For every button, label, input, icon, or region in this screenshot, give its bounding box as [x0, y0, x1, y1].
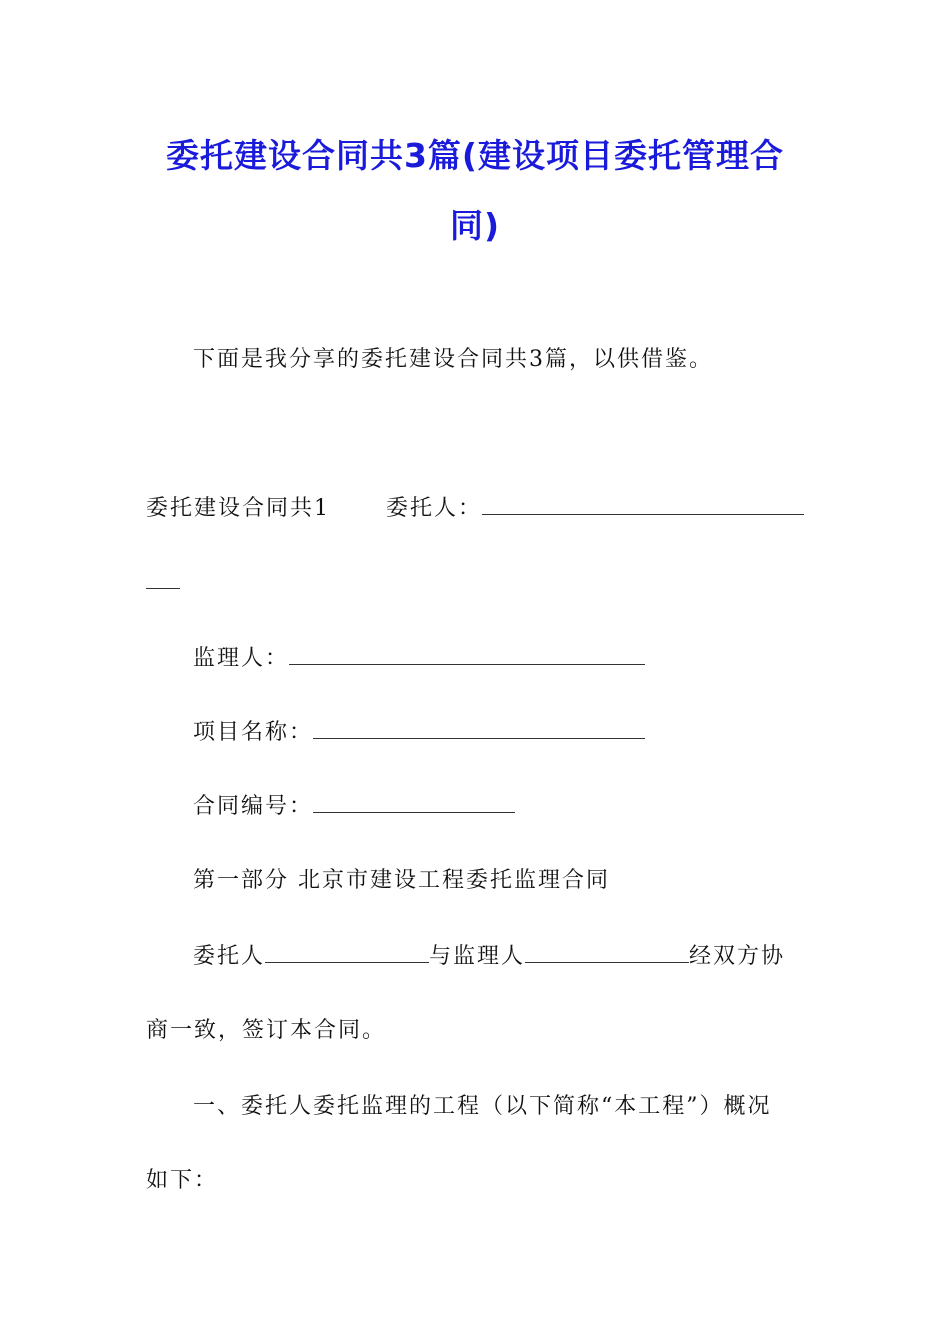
- entrust-label: 委托人：: [386, 496, 483, 521]
- project-name-label: 项目名称：: [193, 720, 314, 745]
- agreement-supervisor-blank[interactable]: [525, 942, 689, 963]
- agreement-consensus-text: 经双方协: [689, 944, 786, 969]
- part-one-heading: 第一部分 北京市建设工程委托监理合同: [193, 868, 610, 893]
- agreement-entrust-blank[interactable]: [265, 942, 429, 963]
- project-name-field: [193, 718, 645, 748]
- entrust-field: [386, 494, 804, 524]
- contract-no-blank[interactable]: [313, 792, 515, 813]
- section-heading: [146, 494, 330, 524]
- contract-no-label: 合同编号：: [193, 794, 314, 819]
- document-title-line1: 委托建设合同共3篇(建设项目委托管理合: [165, 136, 785, 175]
- agreement-paragraph-continued: 商一致，签订本合同。: [146, 1018, 387, 1043]
- supervisor-field: [193, 644, 645, 674]
- clause-one: 一、委托人委托监理的工程（以下简称“本工程”）概况: [193, 1094, 772, 1119]
- project-name-blank[interactable]: [313, 718, 645, 739]
- agreement-paragraph: [193, 942, 785, 972]
- document-title-line2: 同): [449, 206, 501, 245]
- entrust-blank[interactable]: [482, 494, 804, 515]
- supervisor-label: 监理人：: [193, 646, 290, 671]
- entrust-field-continued: [146, 568, 180, 598]
- entrust-blank-continued[interactable]: [146, 568, 180, 589]
- agreement-entrust-label: 委托人: [193, 944, 266, 969]
- clause-one-continued: 如下：: [146, 1168, 219, 1193]
- agreement-supervisor-label: 与监理人: [429, 944, 526, 969]
- intro-paragraph: 下面是我分享的委托建设合同共3篇，以供借鉴。: [193, 347, 713, 372]
- supervisor-blank[interactable]: [289, 644, 645, 665]
- section-heading-text: 委托建设合同共1: [146, 496, 330, 521]
- contract-no-field: [193, 792, 515, 822]
